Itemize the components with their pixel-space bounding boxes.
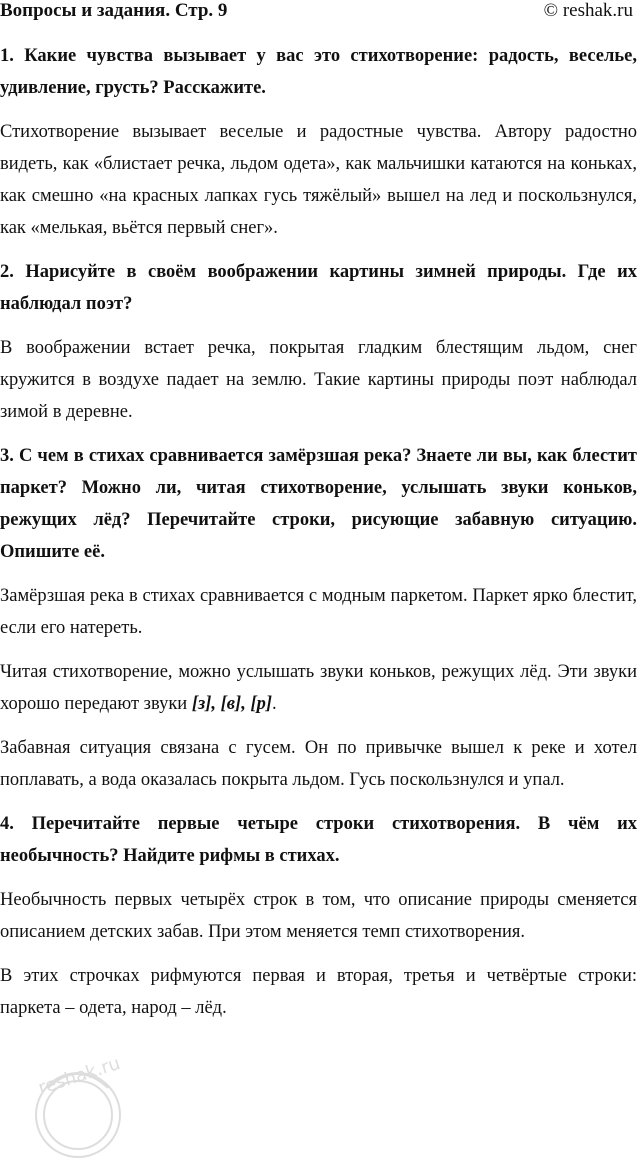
watermark-stamp-icon [8, 1040, 148, 1160]
question-3: 3. С чем в стихах сравнивается замёрзшая река? Знаете ли вы, как блестит паркет? Можно ли, читая стихотворение, услышать звуки коньков, режущих лёд? Перечитайте строки, рисующие забавную ситуацию. Опишите её. [0, 446, 637, 562]
sounds-text: Читая стихотворение, можно услышать звуки коньков, режущих лёд. Эти звуки хорошо передают звуки [0, 662, 637, 714]
answer-2: В воображении встает речка, покрытая гладким блестящим льдом, снег кружится в воздухе падает на землю. Такие картины природы поэт наблюдал зимой в деревне. [0, 338, 637, 422]
answer-3-paragraph-1: Замёрзшая река в стихах сравнивается с модным паркетом. Паркет ярко блестит, если его натереть. [0, 586, 637, 638]
question-2: 2. Нарисуйте в своём воображении картины зимней природы. Где их наблюдал поэт? [0, 262, 637, 314]
question-1: 1. Какие чувства вызывает у вас это стихотворение: радость, веселье, удивление, грусть? Расскажите. [0, 46, 637, 98]
section-2 [0, 256, 637, 428]
page-header [0, 0, 637, 24]
svg-text:reshak.ru: reshak.ru [35, 1052, 123, 1100]
question-4: 4. Перечитайте первые четыре строки стихотворения. В чём их необычность? Найдите рифмы в стихах. [0, 814, 637, 866]
answer-1: Стихотворение вызывает веселые и радостные чувства. Автору радостно видеть, как «блистает речка, льдом одета», как мальчишки катаются на коньках, как смешно «на красных лапках гусь тяжёлый» вышел на лед и поскользнулся, как «мелькая, вьётся первый снег». [0, 122, 637, 238]
answer-3-paragraph-2 [0, 656, 637, 720]
site-credit[interactable]: © reshak.ru [543, 0, 633, 21]
answer-4-paragraph-2: В этих строчках рифмуются первая и вторая, третья и четвёртые строки: паркета – одета, народ – лёд. [0, 966, 637, 1018]
watermark-logo [8, 1040, 148, 1160]
sounds-end: . [272, 694, 277, 714]
page-title: Вопросы и задания. Стр. 9 [0, 0, 228, 21]
document-body [0, 40, 637, 1036]
section-1 [0, 40, 637, 244]
section-4 [0, 808, 637, 1024]
sounds-highlight: [з], [в], [р] [191, 694, 273, 714]
section-3 [0, 440, 637, 796]
answer-4-paragraph-1: Необычность первых четырёх строк в том, что описание природы сменяется описанием детских забав. При этом меняется темп стихотворения. [0, 890, 637, 942]
answer-3-paragraph-3: Забавная ситуация связана с гусем. Он по привычке вышел к реке и хотел поплавать, а вода оказалась покрыта льдом. Гусь поскользнулся и упал. [0, 738, 637, 790]
